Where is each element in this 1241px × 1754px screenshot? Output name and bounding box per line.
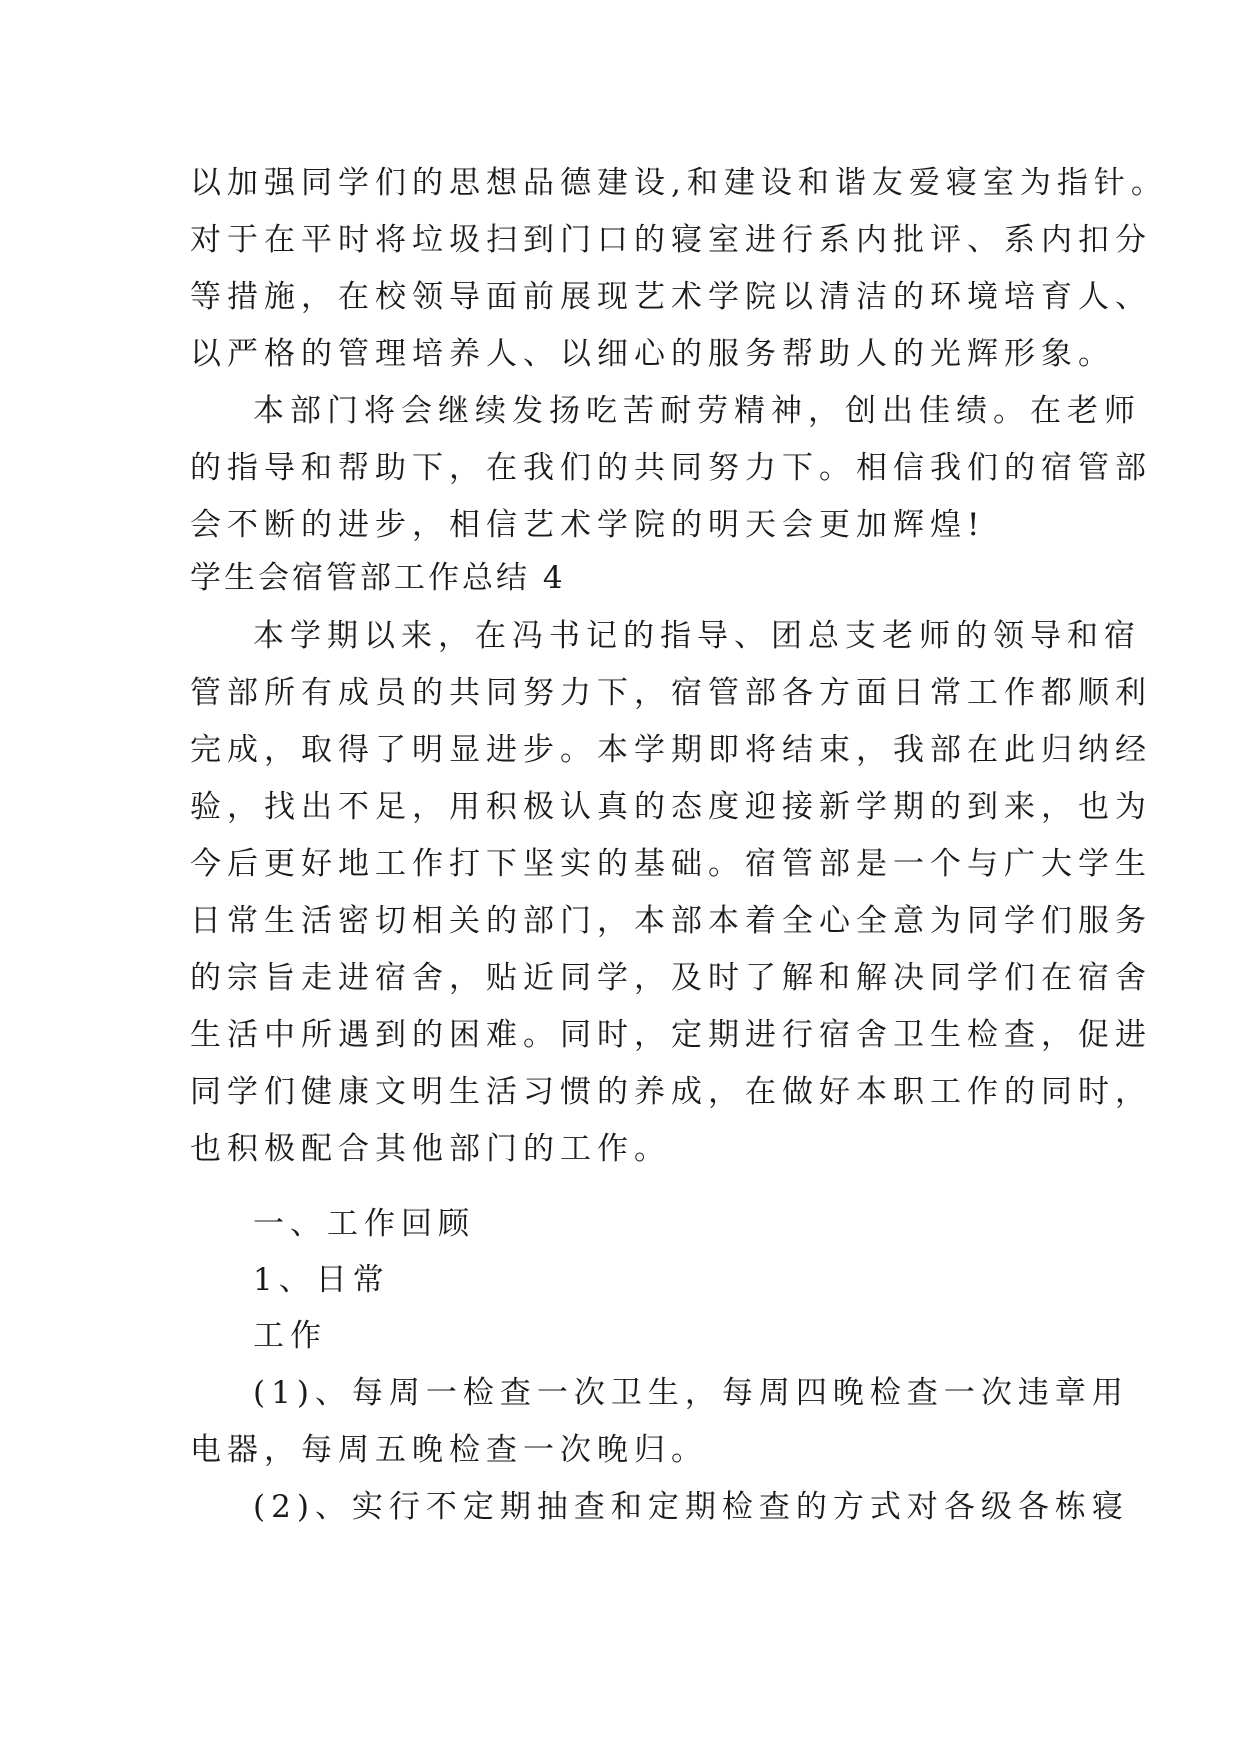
subsection-heading: 1、日常 bbox=[253, 1262, 390, 1298]
text-line: 等措施，在校领导面前展现艺术学院以清洁的环境培育人、 bbox=[190, 279, 1152, 315]
text-line: (2)、实行不定期抽查和定期检查的方式对各级各栋寝 bbox=[253, 1489, 1129, 1525]
text-line: 的指导和帮助下，在我们的共同努力下。相信我们的宿管部 bbox=[190, 450, 1152, 486]
text-line: 本部门将会继续发扬吃苦耐劳精神，创出佳绩。在老师 bbox=[253, 393, 1141, 429]
text-line: 同学们健康文明生活习惯的养成，在做好本职工作的同时， bbox=[190, 1074, 1152, 1110]
text-line: 验，找出不足，用积极认真的态度迎接新学期的到来，也为 bbox=[190, 789, 1152, 825]
text-line: 日常生活密切相关的部门，本部本着全心全意为同学们服务 bbox=[190, 903, 1152, 939]
text-line: 也积极配合其他部门的工作。 bbox=[190, 1131, 671, 1167]
text-line: 会不断的进步，相信艺术学院的明天会更加辉煌! bbox=[190, 507, 986, 543]
section-heading: 学生会宿管部工作总结 4 bbox=[190, 560, 566, 596]
text-line: 以加强同学们的思想品德建设,和建设和谐友爱寝室为指针。 bbox=[190, 165, 1168, 201]
text-line: 生活中所遇到的困难。同时，定期进行宿舍卫生检查，促进 bbox=[190, 1017, 1152, 1053]
text-line: 工作 bbox=[253, 1318, 327, 1354]
subsection-heading: 一、工作回顾 bbox=[253, 1206, 475, 1242]
text-line: 管部所有成员的共同努力下，宿管部各方面日常工作都顺利 bbox=[190, 675, 1152, 711]
text-line: 以严格的管理培养人、以细心的服务帮助人的光辉形象。 bbox=[190, 336, 1115, 372]
text-line: 对于在平时将垃圾扫到门口的寝室进行系内批评、系内扣分 bbox=[190, 222, 1152, 258]
text-line: 今后更好地工作打下坚实的基础。宿管部是一个与广大学生 bbox=[190, 846, 1152, 882]
text-line: 的宗旨走进宿舍，贴近同学，及时了解和解决同学们在宿舍 bbox=[190, 960, 1152, 996]
text-line: 完成，取得了明显进步。本学期即将结束，我部在此归纳经 bbox=[190, 732, 1152, 768]
text-line: 本学期以来，在冯书记的指导、团总支老师的领导和宿 bbox=[253, 618, 1141, 654]
text-line: 电器，每周五晚检查一次晚归。 bbox=[190, 1432, 708, 1468]
text-line: (1)、每周一检查一次卫生，每周四晚检查一次违章用 bbox=[253, 1375, 1129, 1411]
